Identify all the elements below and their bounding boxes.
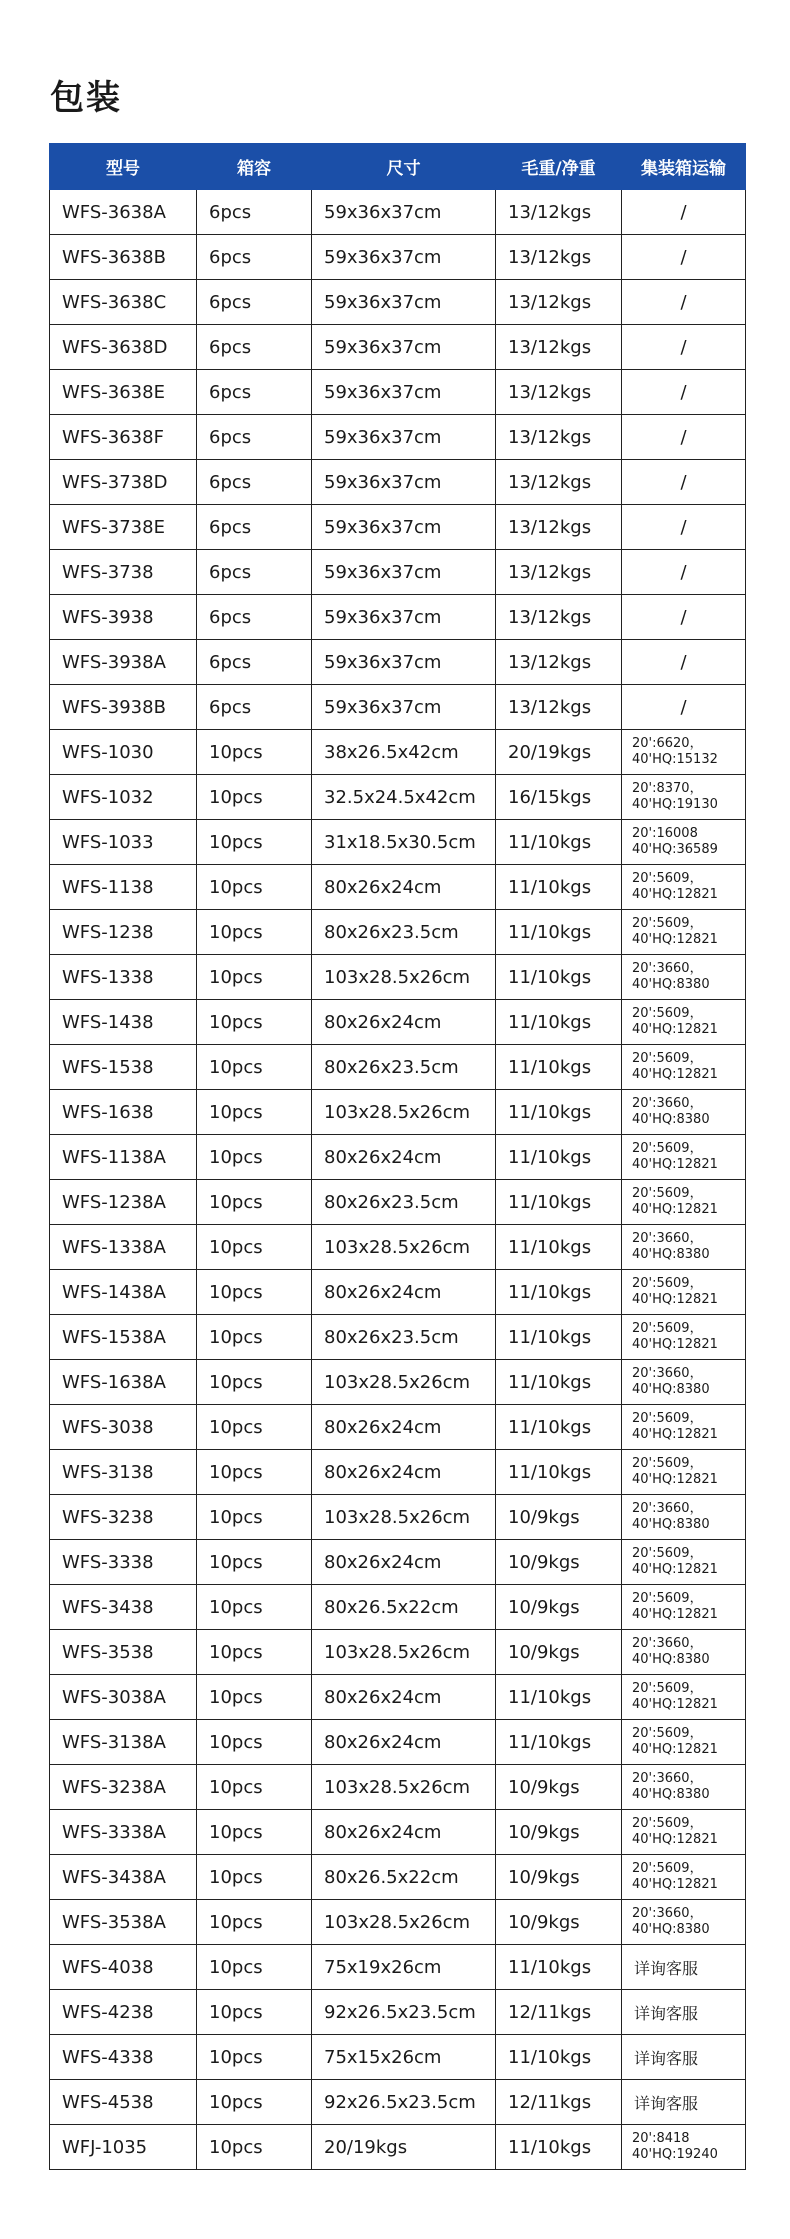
cell-box-capacity: 6pcs xyxy=(197,640,312,685)
cell-model: WFS-1438A xyxy=(50,1270,197,1315)
cell-container-shipping: 20':5609，40'HQ:12821 xyxy=(622,1135,746,1180)
cell-box-capacity: 10pcs xyxy=(197,955,312,1000)
cell-model: WFS-3638E xyxy=(50,370,197,415)
cell-dimensions: 103x28.5x26cm xyxy=(312,1360,496,1405)
cell-weight: 13/12kgs xyxy=(496,235,622,280)
cell-weight: 11/10kgs xyxy=(496,1675,622,1720)
table-row xyxy=(50,1360,746,1405)
cell-container-shipping: / xyxy=(622,595,746,640)
cell-container-shipping: 20':3660，40'HQ:8380 xyxy=(622,1495,746,1540)
cell-container-shipping: 20':5609，40'HQ:12821 xyxy=(622,1585,746,1630)
table-row xyxy=(50,280,746,325)
table-row xyxy=(50,865,746,910)
table-row xyxy=(50,775,746,820)
table-row xyxy=(50,1270,746,1315)
table-row xyxy=(50,955,746,1000)
cell-model: WFS-3338 xyxy=(50,1540,197,1585)
table-row xyxy=(50,1675,746,1720)
cell-container-shipping: 20':3660，40'HQ:8380 xyxy=(622,1630,746,1675)
cell-box-capacity: 6pcs xyxy=(197,595,312,640)
table-row xyxy=(50,1450,746,1495)
cell-box-capacity: 10pcs xyxy=(197,1000,312,1045)
cell-model: WFS-1238A xyxy=(50,1180,197,1225)
cell-box-capacity: 10pcs xyxy=(197,1630,312,1675)
cell-model: WFS-1438 xyxy=(50,1000,197,1045)
cell-container-shipping: 20':5609，40'HQ:12821 xyxy=(622,1720,746,1765)
cell-container-shipping: / xyxy=(622,640,746,685)
cell-box-capacity: 6pcs xyxy=(197,550,312,595)
table-row xyxy=(50,1855,746,1900)
cell-model: WFS-3438 xyxy=(50,1585,197,1630)
cell-box-capacity: 10pcs xyxy=(197,1135,312,1180)
cell-container-shipping: / xyxy=(622,505,746,550)
cell-dimensions: 80x26x24cm xyxy=(312,1675,496,1720)
cell-dimensions: 20/19kgs xyxy=(312,2125,496,2170)
cell-model: WFS-3738D xyxy=(50,460,197,505)
cell-dimensions: 80x26x23.5cm xyxy=(312,910,496,955)
cell-model: WFS-1638 xyxy=(50,1090,197,1135)
cell-weight: 10/9kgs xyxy=(496,1495,622,1540)
cell-dimensions: 80x26x24cm xyxy=(312,1000,496,1045)
header-dimensions: 尺寸 xyxy=(312,144,496,190)
cell-dimensions: 59x36x37cm xyxy=(312,505,496,550)
cell-weight: 13/12kgs xyxy=(496,640,622,685)
cell-weight: 11/10kgs xyxy=(496,910,622,955)
cell-container-shipping: 20':5609，40'HQ:12821 xyxy=(622,1045,746,1090)
cell-weight: 11/10kgs xyxy=(496,1180,622,1225)
cell-container-shipping: 20':8370，40'HQ:19130 xyxy=(622,775,746,820)
cell-model: WFS-1138 xyxy=(50,865,197,910)
cell-weight: 13/12kgs xyxy=(496,415,622,460)
cell-dimensions: 103x28.5x26cm xyxy=(312,1090,496,1135)
header-weight: 毛重/净重 xyxy=(496,144,622,190)
table-row xyxy=(50,2080,746,2125)
cell-dimensions: 59x36x37cm xyxy=(312,685,496,730)
table-row xyxy=(50,460,746,505)
cell-model: WFS-3238A xyxy=(50,1765,197,1810)
cell-weight: 13/12kgs xyxy=(496,280,622,325)
cell-weight: 11/10kgs xyxy=(496,1720,622,1765)
cell-model: WFS-3438A xyxy=(50,1855,197,1900)
cell-box-capacity: 10pcs xyxy=(197,1720,312,1765)
cell-dimensions: 38x26.5x42cm xyxy=(312,730,496,775)
cell-weight: 10/9kgs xyxy=(496,1900,622,1945)
cell-weight: 11/10kgs xyxy=(496,1315,622,1360)
table-row xyxy=(50,685,746,730)
cell-box-capacity: 10pcs xyxy=(197,1675,312,1720)
cell-dimensions: 103x28.5x26cm xyxy=(312,955,496,1000)
cell-container-shipping: 详询客服 xyxy=(622,2080,746,2125)
cell-model: WFS-3938 xyxy=(50,595,197,640)
packing-table xyxy=(49,143,746,2170)
cell-dimensions: 59x36x37cm xyxy=(312,325,496,370)
cell-box-capacity: 10pcs xyxy=(197,1450,312,1495)
cell-model: WFS-3138A xyxy=(50,1720,197,1765)
table-row xyxy=(50,1225,746,1270)
cell-box-capacity: 10pcs xyxy=(197,865,312,910)
table-row xyxy=(50,1495,746,1540)
cell-dimensions: 103x28.5x26cm xyxy=(312,1765,496,1810)
table-row xyxy=(50,1810,746,1855)
cell-weight: 13/12kgs xyxy=(496,370,622,415)
cell-dimensions: 103x28.5x26cm xyxy=(312,1900,496,1945)
cell-weight: 11/10kgs xyxy=(496,1000,622,1045)
cell-container-shipping: 20':5609，40'HQ:12821 xyxy=(622,910,746,955)
cell-container-shipping: 20':3660，40'HQ:8380 xyxy=(622,1225,746,1270)
table-row xyxy=(50,1900,746,1945)
table-row xyxy=(50,1585,746,1630)
cell-model: WFS-3238 xyxy=(50,1495,197,1540)
cell-box-capacity: 10pcs xyxy=(197,1585,312,1630)
cell-container-shipping: / xyxy=(622,460,746,505)
cell-dimensions: 80x26x23.5cm xyxy=(312,1180,496,1225)
table-row xyxy=(50,235,746,280)
cell-container-shipping: 详询客服 xyxy=(622,1945,746,1990)
cell-dimensions: 92x26.5x23.5cm xyxy=(312,2080,496,2125)
cell-dimensions: 80x26x24cm xyxy=(312,1405,496,1450)
cell-container-shipping: / xyxy=(622,190,746,235)
cell-container-shipping: 20':3660，40'HQ:8380 xyxy=(622,1765,746,1810)
table-row xyxy=(50,1945,746,1990)
cell-dimensions: 80x26x23.5cm xyxy=(312,1315,496,1360)
cell-weight: 11/10kgs xyxy=(496,1450,622,1495)
cell-box-capacity: 10pcs xyxy=(197,1765,312,1810)
cell-weight: 10/9kgs xyxy=(496,1765,622,1810)
cell-dimensions: 59x36x37cm xyxy=(312,370,496,415)
cell-container-shipping: 20':3660，40'HQ:8380 xyxy=(622,1090,746,1135)
cell-box-capacity: 10pcs xyxy=(197,1540,312,1585)
cell-weight: 10/9kgs xyxy=(496,1540,622,1585)
table-row xyxy=(50,1405,746,1450)
cell-container-shipping: 20':5609，40'HQ:12821 xyxy=(622,1675,746,1720)
cell-model: WFS-4238 xyxy=(50,1990,197,2035)
cell-container-shipping: 20':5609，40'HQ:12821 xyxy=(622,865,746,910)
cell-model: WFS-3938B xyxy=(50,685,197,730)
cell-dimensions: 75x19x26cm xyxy=(312,1945,496,1990)
cell-box-capacity: 6pcs xyxy=(197,190,312,235)
cell-box-capacity: 6pcs xyxy=(197,505,312,550)
cell-weight: 12/11kgs xyxy=(496,1990,622,2035)
cell-dimensions: 75x15x26cm xyxy=(312,2035,496,2080)
cell-container-shipping: 详询客服 xyxy=(622,2035,746,2080)
cell-container-shipping: 20':16008 40'HQ:36589 xyxy=(622,820,746,865)
cell-model: WFS-1032 xyxy=(50,775,197,820)
cell-model: WFS-3638F xyxy=(50,415,197,460)
cell-weight: 11/10kgs xyxy=(496,1270,622,1315)
cell-model: WFS-3338A xyxy=(50,1810,197,1855)
cell-model: WFS-3538 xyxy=(50,1630,197,1675)
cell-weight: 13/12kgs xyxy=(496,460,622,505)
cell-weight: 13/12kgs xyxy=(496,505,622,550)
table-row xyxy=(50,1315,746,1360)
cell-container-shipping: / xyxy=(622,280,746,325)
cell-box-capacity: 10pcs xyxy=(197,2080,312,2125)
cell-container-shipping: 20':5609，40'HQ:12821 xyxy=(622,1540,746,1585)
cell-weight: 13/12kgs xyxy=(496,190,622,235)
cell-weight: 13/12kgs xyxy=(496,325,622,370)
cell-weight: 10/9kgs xyxy=(496,1855,622,1900)
cell-box-capacity: 10pcs xyxy=(197,1900,312,1945)
cell-weight: 11/10kgs xyxy=(496,1045,622,1090)
cell-dimensions: 80x26x24cm xyxy=(312,1810,496,1855)
table-row xyxy=(50,415,746,460)
cell-box-capacity: 6pcs xyxy=(197,415,312,460)
cell-dimensions: 80x26.5x22cm xyxy=(312,1585,496,1630)
cell-dimensions: 31x18.5x30.5cm xyxy=(312,820,496,865)
cell-box-capacity: 10pcs xyxy=(197,1360,312,1405)
cell-weight: 11/10kgs xyxy=(496,1945,622,1990)
cell-dimensions: 59x36x37cm xyxy=(312,550,496,595)
cell-model: WFS-3138 xyxy=(50,1450,197,1495)
cell-weight: 13/12kgs xyxy=(496,550,622,595)
cell-dimensions: 92x26.5x23.5cm xyxy=(312,1990,496,2035)
table-row xyxy=(50,2035,746,2080)
cell-dimensions: 59x36x37cm xyxy=(312,190,496,235)
table-row xyxy=(50,325,746,370)
cell-box-capacity: 6pcs xyxy=(197,325,312,370)
cell-box-capacity: 10pcs xyxy=(197,820,312,865)
cell-box-capacity: 10pcs xyxy=(197,1270,312,1315)
cell-container-shipping: 20':5609，40'HQ:12821 xyxy=(622,1450,746,1495)
cell-weight: 16/15kgs xyxy=(496,775,622,820)
cell-container-shipping: 20':5609，40'HQ:12821 xyxy=(622,1270,746,1315)
cell-model: WFS-3038 xyxy=(50,1405,197,1450)
cell-dimensions: 59x36x37cm xyxy=(312,640,496,685)
cell-box-capacity: 6pcs xyxy=(197,280,312,325)
cell-container-shipping: 20':5609，40'HQ:12821 xyxy=(622,1315,746,1360)
page-title: 包装 xyxy=(50,78,122,118)
cell-container-shipping: 详询客服 xyxy=(622,1990,746,2035)
cell-dimensions: 80x26x24cm xyxy=(312,1540,496,1585)
cell-model: WFS-1338A xyxy=(50,1225,197,1270)
cell-container-shipping: 20':8418 40'HQ:19240 xyxy=(622,2125,746,2170)
cell-box-capacity: 6pcs xyxy=(197,370,312,415)
cell-weight: 11/10kgs xyxy=(496,955,622,1000)
cell-container-shipping: / xyxy=(622,235,746,280)
cell-model: WFS-1033 xyxy=(50,820,197,865)
cell-box-capacity: 10pcs xyxy=(197,1990,312,2035)
table-row xyxy=(50,1045,746,1090)
cell-model: WFS-3738E xyxy=(50,505,197,550)
cell-weight: 13/12kgs xyxy=(496,595,622,640)
cell-container-shipping: 20':5609，40'HQ:12821 xyxy=(622,1000,746,1045)
cell-container-shipping: 20':5609，40'HQ:12821 xyxy=(622,1810,746,1855)
cell-weight: 11/10kgs xyxy=(496,2035,622,2080)
cell-model: WFS-1138A xyxy=(50,1135,197,1180)
cell-weight: 11/10kgs xyxy=(496,1360,622,1405)
cell-model: WFJ-1035 xyxy=(50,2125,197,2170)
cell-container-shipping: / xyxy=(622,550,746,595)
cell-container-shipping: 20':6620，40'HQ:15132 xyxy=(622,730,746,775)
cell-box-capacity: 10pcs xyxy=(197,2125,312,2170)
table-row xyxy=(50,550,746,595)
table-row xyxy=(50,820,746,865)
cell-dimensions: 59x36x37cm xyxy=(312,595,496,640)
cell-weight: 10/9kgs xyxy=(496,1585,622,1630)
cell-box-capacity: 6pcs xyxy=(197,685,312,730)
cell-model: WFS-3938A xyxy=(50,640,197,685)
header-box-capacity: 箱容 xyxy=(197,144,312,190)
cell-model: WFS-1638A xyxy=(50,1360,197,1405)
table-row xyxy=(50,1000,746,1045)
table-row xyxy=(50,1720,746,1765)
table-row xyxy=(50,1180,746,1225)
cell-dimensions: 103x28.5x26cm xyxy=(312,1630,496,1675)
cell-container-shipping: 20':3660，40'HQ:8380 xyxy=(622,955,746,1000)
cell-weight: 13/12kgs xyxy=(496,685,622,730)
cell-weight: 11/10kgs xyxy=(496,1225,622,1270)
cell-box-capacity: 10pcs xyxy=(197,1090,312,1135)
table-row xyxy=(50,595,746,640)
cell-dimensions: 80x26x24cm xyxy=(312,1720,496,1765)
cell-weight: 11/10kgs xyxy=(496,2125,622,2170)
cell-box-capacity: 10pcs xyxy=(197,775,312,820)
cell-model: WFS-3538A xyxy=(50,1900,197,1945)
cell-model: WFS-3638B xyxy=(50,235,197,280)
table-row xyxy=(50,1090,746,1135)
cell-container-shipping: 20':3660，40'HQ:8380 xyxy=(622,1360,746,1405)
cell-model: WFS-1538 xyxy=(50,1045,197,1090)
cell-box-capacity: 10pcs xyxy=(197,1225,312,1270)
cell-box-capacity: 10pcs xyxy=(197,1945,312,1990)
cell-model: WFS-3038A xyxy=(50,1675,197,1720)
cell-box-capacity: 10pcs xyxy=(197,1045,312,1090)
cell-container-shipping: / xyxy=(622,685,746,730)
cell-dimensions: 103x28.5x26cm xyxy=(312,1495,496,1540)
cell-model: WFS-1338 xyxy=(50,955,197,1000)
cell-box-capacity: 10pcs xyxy=(197,1180,312,1225)
cell-box-capacity: 6pcs xyxy=(197,460,312,505)
header-container-shipping: 集装箱运输 xyxy=(622,144,746,190)
cell-weight: 11/10kgs xyxy=(496,865,622,910)
table-body xyxy=(50,190,746,2170)
cell-dimensions: 59x36x37cm xyxy=(312,280,496,325)
cell-weight: 10/9kgs xyxy=(496,1630,622,1675)
cell-weight: 10/9kgs xyxy=(496,1810,622,1855)
cell-box-capacity: 10pcs xyxy=(197,910,312,955)
cell-dimensions: 80x26x24cm xyxy=(312,1270,496,1315)
cell-box-capacity: 10pcs xyxy=(197,1495,312,1540)
table-row xyxy=(50,2125,746,2170)
cell-container-shipping: 20':3660，40'HQ:8380 xyxy=(622,1900,746,1945)
header-model: 型号 xyxy=(50,144,197,190)
table-row xyxy=(50,730,746,775)
cell-model: WFS-3638C xyxy=(50,280,197,325)
table-row xyxy=(50,1990,746,2035)
cell-dimensions: 32.5x24.5x42cm xyxy=(312,775,496,820)
cell-dimensions: 59x36x37cm xyxy=(312,460,496,505)
cell-dimensions: 80x26x24cm xyxy=(312,1135,496,1180)
table-row xyxy=(50,910,746,955)
cell-dimensions: 80x26x23.5cm xyxy=(312,1045,496,1090)
cell-model: WFS-4038 xyxy=(50,1945,197,1990)
cell-box-capacity: 10pcs xyxy=(197,1855,312,1900)
table-row xyxy=(50,640,746,685)
cell-box-capacity: 10pcs xyxy=(197,1315,312,1360)
cell-container-shipping: 20':5609，40'HQ:12821 xyxy=(622,1855,746,1900)
cell-box-capacity: 10pcs xyxy=(197,2035,312,2080)
table-header-row xyxy=(50,144,746,190)
cell-weight: 20/19kgs xyxy=(496,730,622,775)
table-row xyxy=(50,370,746,415)
cell-box-capacity: 6pcs xyxy=(197,235,312,280)
table-row xyxy=(50,505,746,550)
table-row xyxy=(50,1540,746,1585)
cell-model: WFS-3738 xyxy=(50,550,197,595)
cell-weight: 11/10kgs xyxy=(496,820,622,865)
cell-model: WFS-1238 xyxy=(50,910,197,955)
cell-box-capacity: 10pcs xyxy=(197,1405,312,1450)
cell-box-capacity: 10pcs xyxy=(197,1810,312,1855)
cell-weight: 11/10kgs xyxy=(496,1090,622,1135)
cell-container-shipping: / xyxy=(622,325,746,370)
cell-container-shipping: 20':5609，40'HQ:12821 xyxy=(622,1180,746,1225)
table-row xyxy=(50,1135,746,1180)
cell-dimensions: 80x26.5x22cm xyxy=(312,1855,496,1900)
cell-model: WFS-4338 xyxy=(50,2035,197,2080)
cell-dimensions: 59x36x37cm xyxy=(312,235,496,280)
cell-weight: 11/10kgs xyxy=(496,1135,622,1180)
cell-model: WFS-4538 xyxy=(50,2080,197,2125)
cell-model: WFS-1030 xyxy=(50,730,197,775)
cell-box-capacity: 10pcs xyxy=(197,730,312,775)
cell-dimensions: 80x26x24cm xyxy=(312,865,496,910)
cell-dimensions: 80x26x24cm xyxy=(312,1450,496,1495)
cell-model: WFS-3638A xyxy=(50,190,197,235)
table-row xyxy=(50,190,746,235)
cell-model: WFS-3638D xyxy=(50,325,197,370)
cell-weight: 11/10kgs xyxy=(496,1405,622,1450)
cell-container-shipping: 20':5609，40'HQ:12821 xyxy=(622,1405,746,1450)
cell-weight: 12/11kgs xyxy=(496,2080,622,2125)
cell-dimensions: 103x28.5x26cm xyxy=(312,1225,496,1270)
cell-container-shipping: / xyxy=(622,415,746,460)
table-row xyxy=(50,1765,746,1810)
table-row xyxy=(50,1630,746,1675)
cell-model: WFS-1538A xyxy=(50,1315,197,1360)
cell-container-shipping: / xyxy=(622,370,746,415)
cell-dimensions: 59x36x37cm xyxy=(312,415,496,460)
